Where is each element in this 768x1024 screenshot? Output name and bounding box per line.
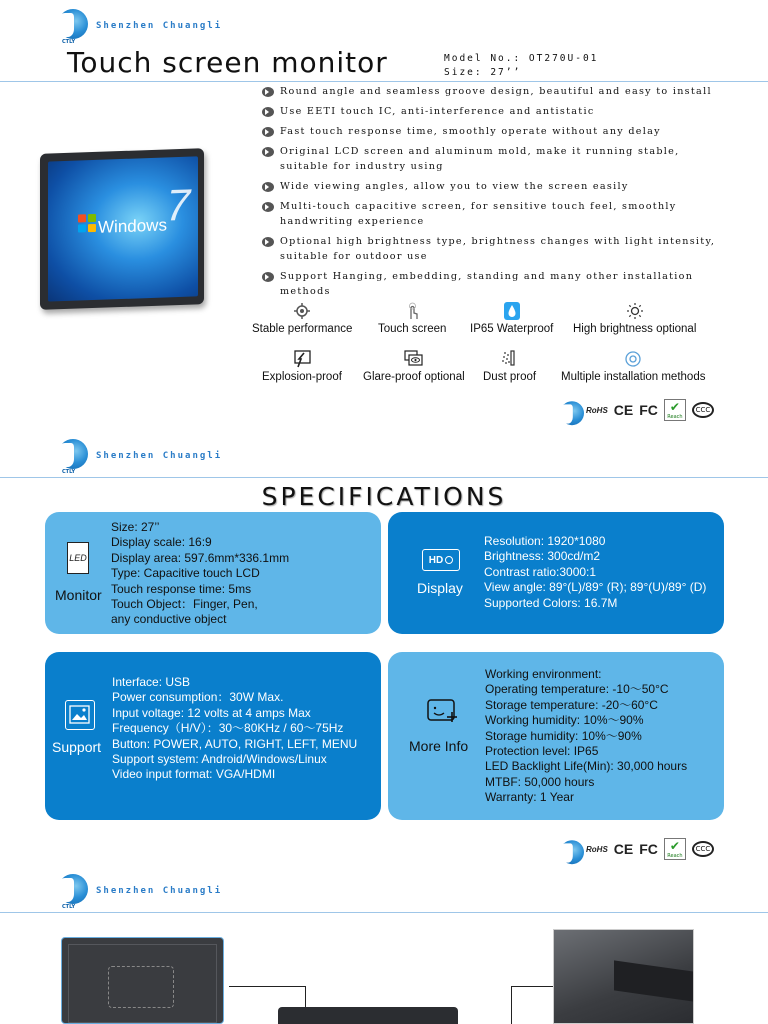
list-item: Round angle and seamless groove design, beautiful and easy to install bbox=[262, 84, 732, 99]
specifications-title: SPECIFICATIONS bbox=[261, 482, 507, 511]
logo-mark-icon: CTLY bbox=[56, 872, 90, 910]
led-icon: LED bbox=[67, 542, 89, 574]
image-icon bbox=[65, 700, 95, 730]
model-size: Size: 27’’ bbox=[444, 67, 522, 78]
sun-icon bbox=[625, 302, 645, 320]
badge-multiple-installation: Multiple installation methods bbox=[561, 350, 705, 383]
bullet-arrow-icon bbox=[262, 107, 274, 117]
callout-line-right bbox=[511, 986, 553, 1024]
spec-card-monitor bbox=[45, 512, 381, 634]
spec-card-support bbox=[45, 652, 381, 820]
bullet-arrow-icon bbox=[262, 127, 274, 137]
spec-label-display: Display bbox=[417, 580, 463, 596]
os-label: Windows bbox=[98, 215, 167, 237]
spec-label-monitor: Monitor bbox=[55, 587, 102, 603]
list-item: Fast touch response time, smoothly operate without any delay bbox=[262, 124, 732, 139]
feature-list bbox=[262, 84, 732, 304]
cert-brand-logo-icon bbox=[556, 397, 580, 423]
product-front-image bbox=[278, 1007, 458, 1024]
section-divider-2 bbox=[0, 912, 768, 913]
fc-logo: FC bbox=[639, 841, 658, 857]
dust-icon bbox=[500, 350, 520, 368]
logo-mark-icon: CTLY bbox=[56, 437, 90, 475]
spec-lines-display: Resolution: 1920*1080 Brightness: 300cd/m2 Contrast ratio:3000:1 View angle: 89°(L)/89° (R); 89°(U)/89° (D) Supported Colors: 16.7M bbox=[484, 534, 707, 610]
explosion-icon bbox=[292, 350, 312, 368]
brand-name: Shenzhen Chuangli bbox=[96, 886, 223, 896]
mount-icon bbox=[623, 350, 643, 368]
fc-logo: FC bbox=[639, 402, 658, 418]
windows-logo-icon bbox=[78, 214, 96, 233]
gear-icon bbox=[292, 302, 312, 320]
section-divider bbox=[0, 477, 768, 478]
bullet-arrow-icon bbox=[262, 182, 274, 192]
list-item: Optional high brightness type, brightness changes with light intensity, suitable for outdoor use bbox=[262, 234, 732, 264]
badge-dust-proof: Dust proof bbox=[483, 350, 536, 383]
spec-lines-more-info: Working environment: Operating temperature: -10～50°C Storage temperature: -20～60°C Working humidity: 10%～90% Storage humidity: 10%～90% Protection level: IP65 LED Backlight Life(Min): 30,000 hours MTBF: 50,000 hours Warranty: 1 Year bbox=[485, 667, 688, 805]
badge-touch-screen: Touch screen bbox=[378, 302, 446, 335]
header-divider bbox=[0, 81, 768, 82]
eye-icon bbox=[404, 350, 424, 368]
list-item: Multi-touch capacitive screen, for sensitive touch feel, smoothly handwriting experience bbox=[262, 199, 732, 229]
company-logo-2 bbox=[56, 437, 222, 475]
reach-logo: ✔ Reach bbox=[664, 838, 686, 860]
badge-ip65-waterproof: IP65 Waterproof bbox=[470, 302, 553, 335]
ce-logo: CE bbox=[613, 402, 634, 418]
finger-icon bbox=[402, 302, 422, 320]
bullet-arrow-icon bbox=[262, 147, 274, 157]
bullet-arrow-icon bbox=[262, 87, 274, 97]
list-item: Wide viewing angles, allow you to view the screen easily bbox=[262, 179, 732, 194]
cert-brand-logo-icon bbox=[556, 836, 580, 862]
spec-label-support: Support bbox=[52, 739, 102, 755]
rohs-logo: RoHS bbox=[586, 844, 608, 854]
product-side-image bbox=[553, 929, 694, 1024]
model-info bbox=[444, 52, 598, 80]
ce-logo: CE bbox=[613, 841, 634, 857]
list-item: Support Hanging, embedding, standing and many other installation methods bbox=[262, 269, 732, 299]
badge-glare-proof: Glare-proof optional bbox=[363, 350, 465, 383]
bullet-arrow-icon bbox=[262, 202, 274, 212]
list-item: Original LCD screen and aluminum mold, make it running stable, suitable for industry using bbox=[262, 144, 732, 174]
droplet-icon bbox=[502, 302, 522, 320]
ccc-logo: CCC bbox=[692, 841, 714, 857]
company-logo-3 bbox=[56, 872, 222, 910]
badge-high-brightness: High brightness optional bbox=[573, 302, 696, 335]
bullet-arrow-icon bbox=[262, 272, 274, 282]
brand-name: Shenzhen Chuangli bbox=[96, 451, 223, 461]
brand-name: Shenzhen Chuangli bbox=[96, 21, 223, 31]
certification-logos bbox=[556, 397, 714, 423]
model-number: Model No.: OT270U-01 bbox=[444, 53, 599, 64]
list-item: Use EETI touch IC, anti-interference and antistatic bbox=[262, 104, 732, 119]
reach-logo: ✔ Reach bbox=[664, 399, 686, 421]
company-logo bbox=[56, 7, 222, 45]
add-image-icon bbox=[426, 698, 460, 728]
os-version: 7 bbox=[160, 180, 196, 231]
spec-lines-support: Interface: USB Power consumption：30W Max. Input voltage: 12 volts at 4 amps Max Frequency（H/V）：30～80KHz / 60～75Hz Button: POWER, AUTO, RIGHT, LEFT, MENU Support system: Android/Windows/Linux Video input format: VGA/HDMI bbox=[112, 675, 358, 782]
rohs-logo: RoHS bbox=[586, 405, 608, 415]
spec-lines-monitor: Size: 27’’ Display scale: 16:9 Display area: 597.6mm*336.1mm Type: Capacitive touch LCD Touch response time: 5ms Touch Object：Finger, Pen, any conductive object bbox=[111, 520, 290, 627]
hd-icon: HD bbox=[422, 549, 460, 571]
bullet-arrow-icon bbox=[262, 237, 274, 247]
spec-card-more-info bbox=[388, 652, 724, 820]
badge-stable-performance: Stable performance bbox=[252, 302, 352, 335]
product-image bbox=[38, 147, 206, 313]
spec-label-more-info: More Info bbox=[409, 738, 469, 754]
badge-explosion-proof: Explosion-proof bbox=[262, 350, 342, 383]
product-back-image bbox=[61, 937, 224, 1024]
spec-card-display bbox=[388, 512, 724, 634]
ccc-logo: CCC bbox=[692, 402, 714, 418]
logo-mark-icon: CTLY bbox=[56, 7, 90, 45]
page-title: Touch screen monitor bbox=[67, 46, 388, 79]
certification-logos-2 bbox=[556, 836, 714, 862]
